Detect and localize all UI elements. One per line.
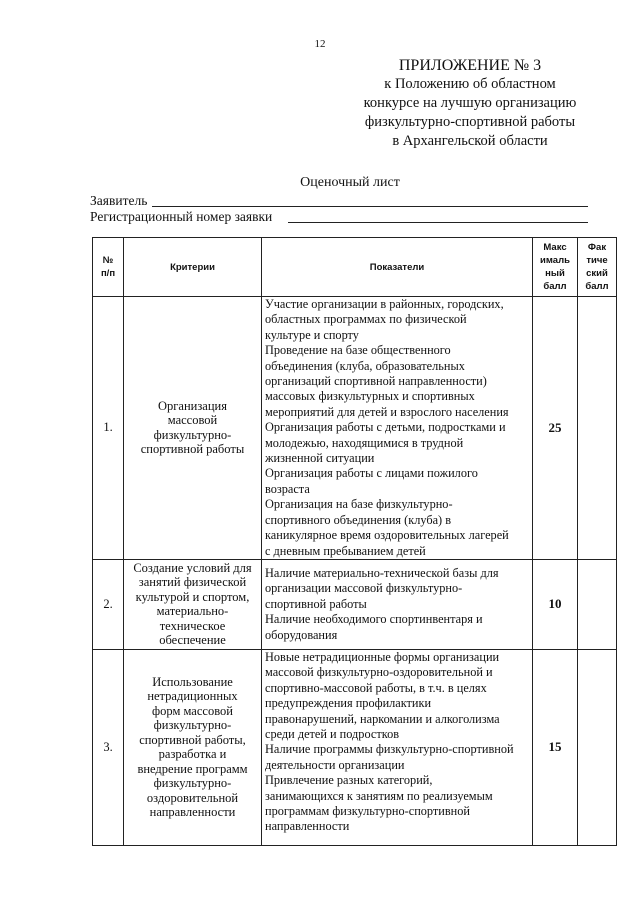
header-indicators: Показатели: [262, 238, 533, 297]
row-number: 3.: [93, 649, 124, 845]
applicant-field: [90, 193, 147, 209]
reg-number-field: [90, 209, 272, 225]
row-criteria: Организация массовой физкультурно- спортивной работы: [124, 297, 262, 560]
appendix-title: ПРИЛОЖЕНИЕ № 3: [398, 57, 542, 74]
row-actual-score: [578, 649, 617, 845]
row-number: 1.: [93, 297, 124, 560]
reg-number-label: Регистрационный номер заявки: [90, 209, 273, 224]
evaluation-table: [92, 237, 617, 846]
header-criteria: Критерии: [124, 238, 262, 297]
applicant-blank-line: [152, 206, 588, 207]
table-header-row: [93, 238, 617, 297]
appendix-header: [350, 56, 590, 151]
row-indicators: Участие организации в районных, городских, областных программах по физической культуре и спорту Проведение на базе общественного объединения (клуба, образовательных организаций спортивной направленности) массовых физкультурных и спортивных мероприятий для детей и взрослого населения Организация работы с детьми, подростками и молодежью, находящимися в трудной жизненной ситуации Организация работы с лицами пожилого возраста Организация на базе физкультурно- спортивного объединения (клуба) в каникулярное время оздоровительных лагерей с дневным пребыванием детей: [262, 297, 533, 560]
header-actual-score: Фак тиче ский балл: [578, 238, 617, 297]
appendix-line: к Положению об областном: [384, 76, 556, 92]
sheet-title: Оценочный лист: [300, 175, 400, 190]
row-indicators: Новые нетрадиционные формы организации массовой физкультурно-оздоровительной и спортивно-массовой работы, в т.ч. в целях предупреждения профилактики правонарушений, наркомании и алкоголизма среди детей и подростков Наличие программы физкультурно-спортивной деятельности организации Привлечение разных категорий, занимающихся к занятиям по реализуемым программам физкультурно-спортивной направленности: [262, 649, 533, 845]
header-max-score: Макс ималь ный балл: [533, 238, 578, 297]
table-row: [93, 297, 617, 560]
row-criteria: Использование нетрадиционных форм массовой физкультурно- спортивной работы, разработка и внедрение программ физкультурно- оздоровительной направленности: [124, 649, 262, 845]
row-actual-score: [578, 559, 617, 649]
row-max-score: 10: [533, 559, 578, 649]
row-indicators: Наличие материально-технической базы для организации массовой физкультурно- спортивной работы Наличие необходимого спортинвентаря и оборудования: [262, 559, 533, 649]
row-actual-score: [578, 297, 617, 560]
table-row: [93, 559, 617, 649]
table-row: [93, 649, 617, 845]
reg-number-blank-line: [288, 222, 588, 223]
row-max-score: 25: [533, 297, 578, 560]
row-criteria: Создание условий для занятий физической культурой и спортом, материально- техническое обеспечение: [124, 559, 262, 649]
header-num: № п/п: [93, 238, 124, 297]
appendix-line: физкультурно-спортивной работы: [364, 114, 576, 130]
row-max-score: 15: [533, 649, 578, 845]
page-number: 12: [314, 38, 326, 50]
appendix-line: конкурсе на лучшую организацию: [363, 95, 577, 111]
row-number: 2.: [93, 559, 124, 649]
appendix-line: в Архангельской области: [392, 133, 548, 149]
applicant-label: Заявитель: [90, 193, 148, 208]
